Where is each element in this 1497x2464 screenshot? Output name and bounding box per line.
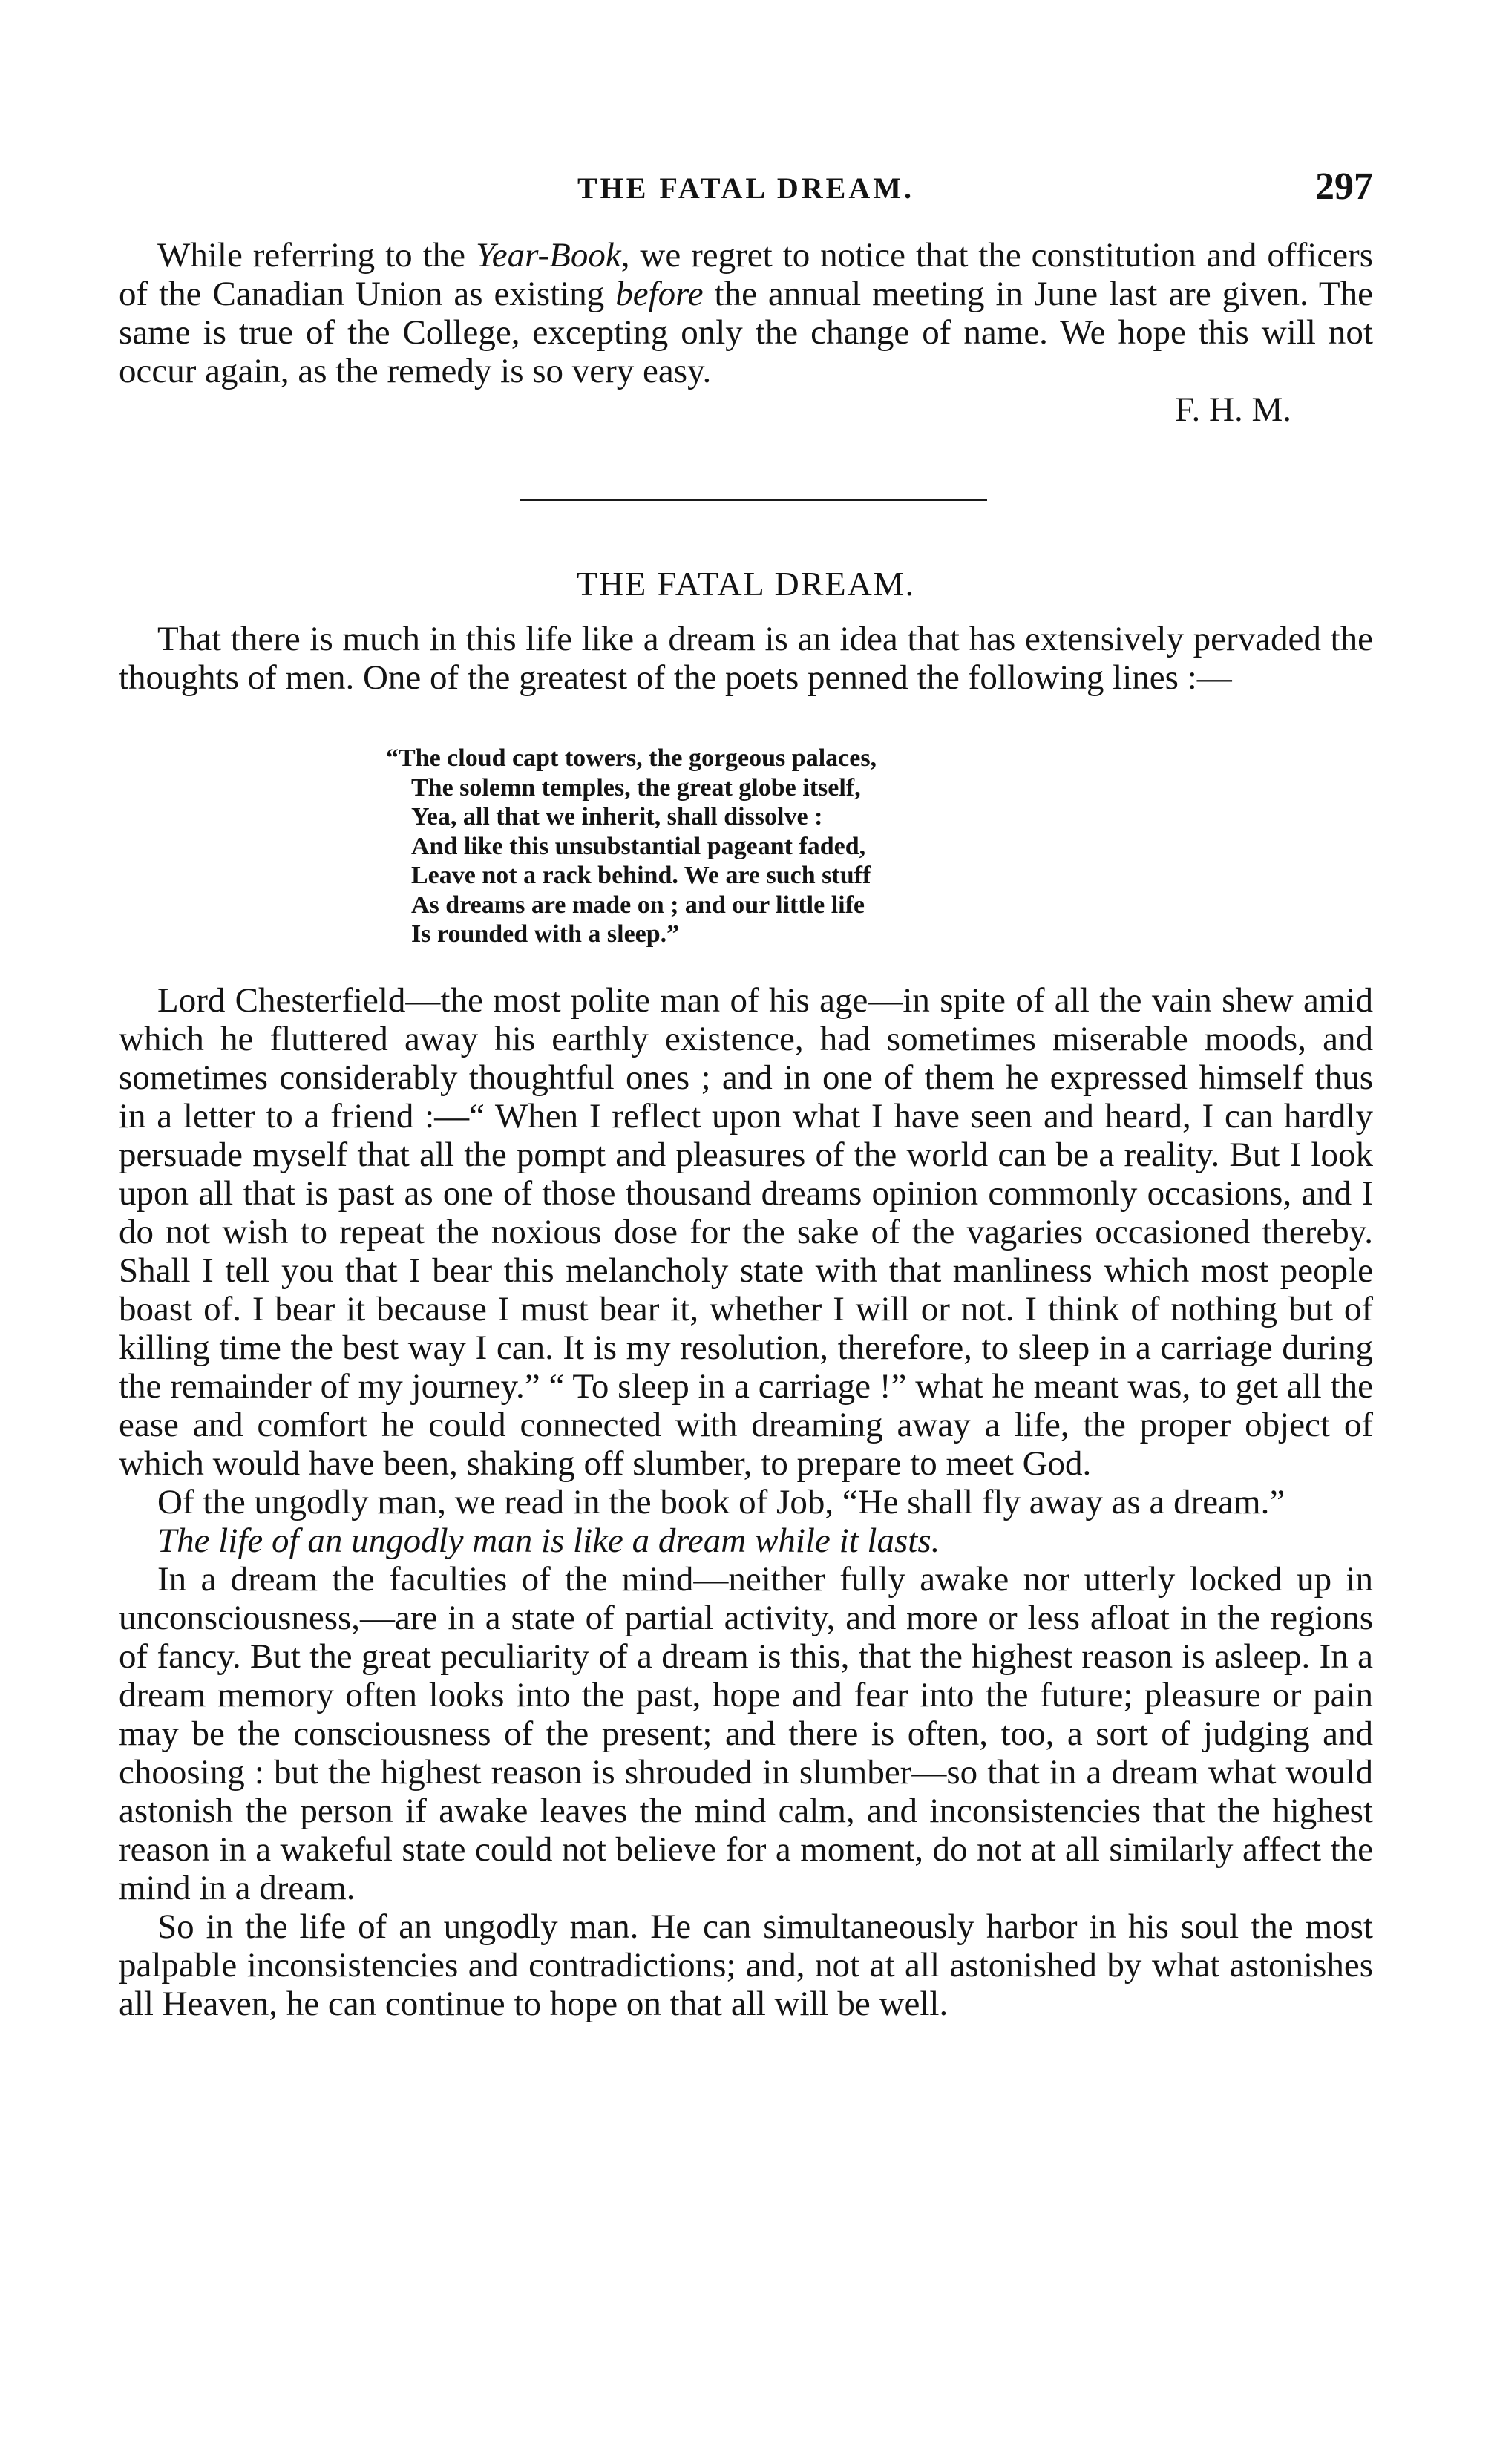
poem-line: Is rounded with a sleep.” bbox=[411, 920, 680, 948]
article-body bbox=[119, 981, 1373, 2023]
poem-line: As dreams are made on ; and our little life bbox=[411, 891, 865, 919]
poem-line: And like this unsubstantial pageant faded, bbox=[411, 832, 866, 860]
editor-signature: F. H. M. bbox=[1175, 390, 1291, 429]
body-paragraph: So in the life of an ungodly man. He can simultaneously harbor in his soul the most palpable inconsistencies and contradictions; and, not at all astonished by what astonishes all Heaven, he can continue to hope on that all will be well. bbox=[119, 1907, 1373, 2023]
editor-note-paragraph: While referring to the Year-Book, we regret to notice that the constitution and officers of the Canadian Union as existing before the annual meeting in June last are given. The same is true of the College, excepting only the change of name. We hope this will not occur again, as the remedy is so very easy. bbox=[119, 236, 1374, 390]
editor-note bbox=[119, 236, 1373, 429]
section-divider bbox=[520, 499, 987, 501]
poem-line: Leave not a rack behind. We are such stuff bbox=[411, 862, 871, 889]
intro-paragraph: That there is much in this life like a dream is an idea that has extensively pervaded the thoughts of men. One of the greatest of the poets penned the following lines :— bbox=[119, 620, 1373, 697]
article-intro bbox=[119, 620, 1373, 697]
running-head bbox=[119, 166, 1373, 215]
article-title: THE FATAL DREAM. bbox=[576, 565, 916, 603]
poem-line: The solemn temples, the great globe itself, bbox=[411, 773, 861, 802]
body-paragraph: In a dream the faculties of the mind—neither fully awake nor utterly locked up in unconsciousness,—are in a state of partial activity, and more or less afloat in the regions of fancy. But the great peculiarity of a dream is this, that the highest reason is asleep. In a dream memory often looks into the past, hope and fear into the future; pleasure or pain may be the consciousness of the present; and there is often, too, a sort of judging and choosing : but the highest reason is shrouded in slumber—so that in a dream what would astonish the person if awake leaves the mind calm, and inconsistencies that the highest reason in a wakeful state could not believe for a moment, do not at all similarly affect the mind in a dream. bbox=[119, 1560, 1373, 1907]
body-paragraph: Lord Chesterfield—the most polite man of his age—in spite of all the vain shew amid which he fluttered away his earthly existence, had sometimes miserable moods, and sometimes considerably thoughtful ones ; and in one of them he expressed himself thus in a letter to a friend :—“ When I reflect upon what I have seen and heard, I can hardly persuade myself that all the pompt and pleasures of the world can be a reality. But I look upon all that is past as one of those thousand dreams opinion commonly occasions, and I do not wish to repeat the noxious dose for the sake of the vagaries occasioned thereby. Shall I tell you that I bear this melancholy state with that manliness which most people boast of. I bear it because I must bear it, whether I will or not. I think of nothing but of killing time the best way I can. It is my resolution, therefore, to sleep in a carriage during the remainder of my journey.” “ To sleep in a carriage !” what he meant was, to get all the ease and comfort he could connected with dreaming away a life, the proper object of which would have been, shaking off slumber, to prepare to meet God. bbox=[119, 981, 1373, 1483]
running-title: THE FATAL DREAM. bbox=[577, 171, 915, 205]
page-number: 297 bbox=[1315, 166, 1373, 208]
poem-line: Yea, all that we inherit, shall dissolve : bbox=[411, 803, 823, 830]
poem-line: “The cloud capt towers, the gorgeous palaces, bbox=[386, 744, 877, 772]
body-paragraph: Of the ungodly man, we read in the book of Job, “He shall fly away as a dream.” bbox=[157, 1483, 1285, 1521]
italic-thesis-line: The life of an ungodly man is like a dream while it lasts. bbox=[157, 1521, 940, 1560]
poem-quote bbox=[386, 744, 1128, 949]
